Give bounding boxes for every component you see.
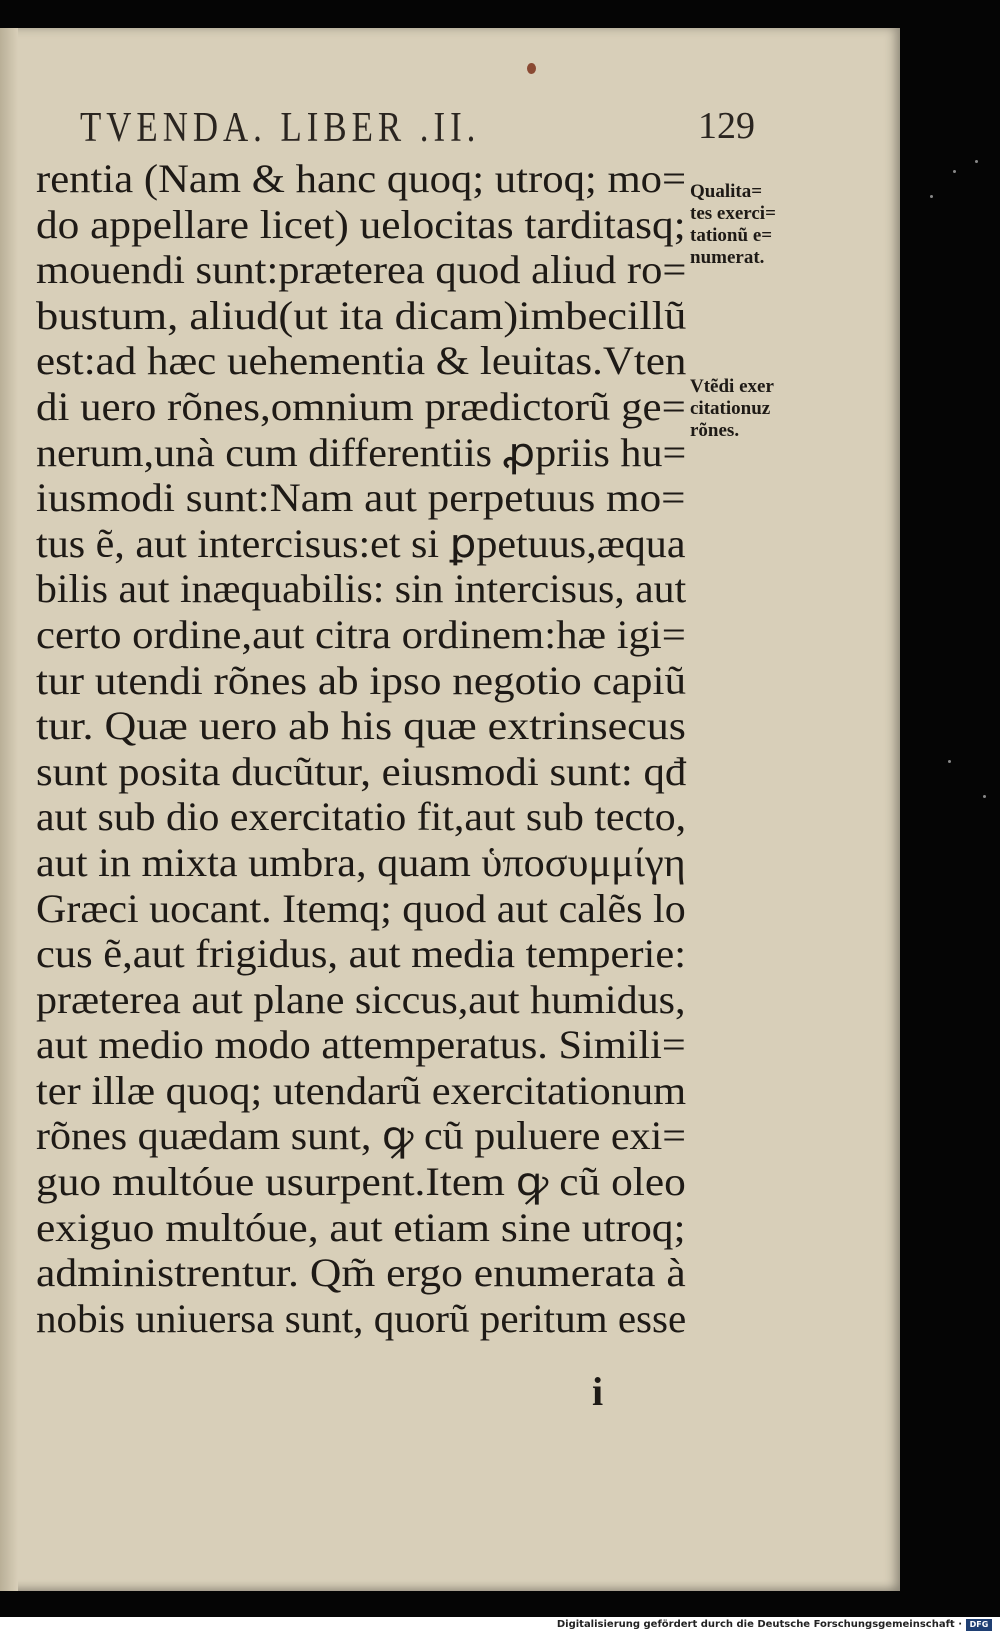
text-line: tur utendi rõnes ab ipso negotio capiũ — [36, 657, 687, 703]
dust-speck — [983, 795, 986, 798]
marginal-note-line: tationũ e= — [690, 225, 773, 246]
marginal-note — [690, 376, 774, 442]
text-line: nerum,unà cum differentiis ꝓpriis hu= — [36, 429, 687, 475]
text-line: tur. Quæ uero ab his quæ extrinsecus — [36, 703, 686, 749]
text-line: aut in mixta umbra, quam ὑποσυμμίγη — [36, 839, 686, 885]
text-line: iusmodi sunt:Nam aut perpetuus mo= — [36, 475, 686, 521]
text-line: cus ẽ,aut frigidus, aut media temperie: — [36, 931, 687, 977]
text-line: nobis uniuersa sunt, quorũ peritum esse — [36, 1295, 687, 1341]
dust-speck — [930, 195, 933, 198]
text-line: di uero rõnes,omnium prædictorũ ge= — [36, 383, 686, 429]
marginal-note-line: citationuz — [690, 398, 771, 419]
running-head-title: TVENDA. LIBER .II. — [80, 105, 481, 151]
marginal-note — [690, 181, 776, 269]
page-number: 129 — [698, 105, 755, 147]
marginal-note-line: tes exerci= — [690, 203, 776, 224]
book-page — [0, 28, 900, 1591]
text-line: administrentur. Qm̃ ergo enumerata à — [36, 1250, 686, 1296]
text-line: guo multóue usurpent.Item ꝙ cũ oleo — [36, 1159, 686, 1205]
ink-spot — [527, 63, 536, 74]
dust-speck — [953, 170, 956, 173]
text-line: sunt posita ducũtur, eiusmodi sunt: qđ — [36, 748, 687, 794]
dfg-logo: DFG — [966, 1619, 992, 1631]
text-line: aut medio modo attemperatus. Simili= — [36, 1022, 686, 1068]
text-line: præterea aut plane siccus,aut humidus, — [36, 976, 686, 1022]
signature-mark: i — [592, 1369, 604, 1414]
marginal-note-line: numerat. — [690, 247, 765, 268]
text-line: aut sub dio exercitatio fit,aut sub tecto, — [36, 794, 687, 840]
text-line: exiguo multóue, aut etiam sine utroq; — [36, 1204, 686, 1250]
text-line: ter illæ quoq; utendarũ exercitationum — [36, 1067, 687, 1113]
text-line: est:ad hæc uehementia & leuitas.Vten — [36, 338, 687, 384]
text-line: rõnes quædam sunt, ꝙ cũ puluere exi= — [36, 1113, 687, 1159]
dust-speck — [975, 160, 978, 163]
marginal-note-line: Vtẽdi exer — [690, 376, 774, 397]
text-line: mouendi sunt:præterea quod aliud ro= — [36, 247, 687, 293]
text-line: bilis aut inæquabilis: sin intercisus, aut — [36, 566, 687, 612]
text-line: do appellare licet) uelocitas tarditasq; — [36, 201, 686, 247]
body-text — [36, 156, 706, 1341]
text-line: Græci uocant. Itemq; quod aut calẽs lo — [36, 885, 686, 931]
footer-credit: Digitalisierung gefördert durch die Deutsche Forschungsgemeinschaft · — [556, 1619, 962, 1630]
text-line: tus ẽ, aut intercisus:et si ꝑpetuus,æqua — [36, 520, 686, 566]
marginal-note-line: Qualita= — [690, 181, 763, 202]
marginal-note-line: rõnes. — [690, 420, 740, 441]
text-line: certo ordine,aut citra ordinem:hæ igi= — [36, 611, 686, 657]
text-line: rentia (Nam & hanc quoq; utroq; mo= — [36, 156, 687, 201]
dust-speck — [948, 760, 951, 763]
text-line: bustum, aliud(ut ita dicam)imbecillũ — [36, 292, 687, 338]
